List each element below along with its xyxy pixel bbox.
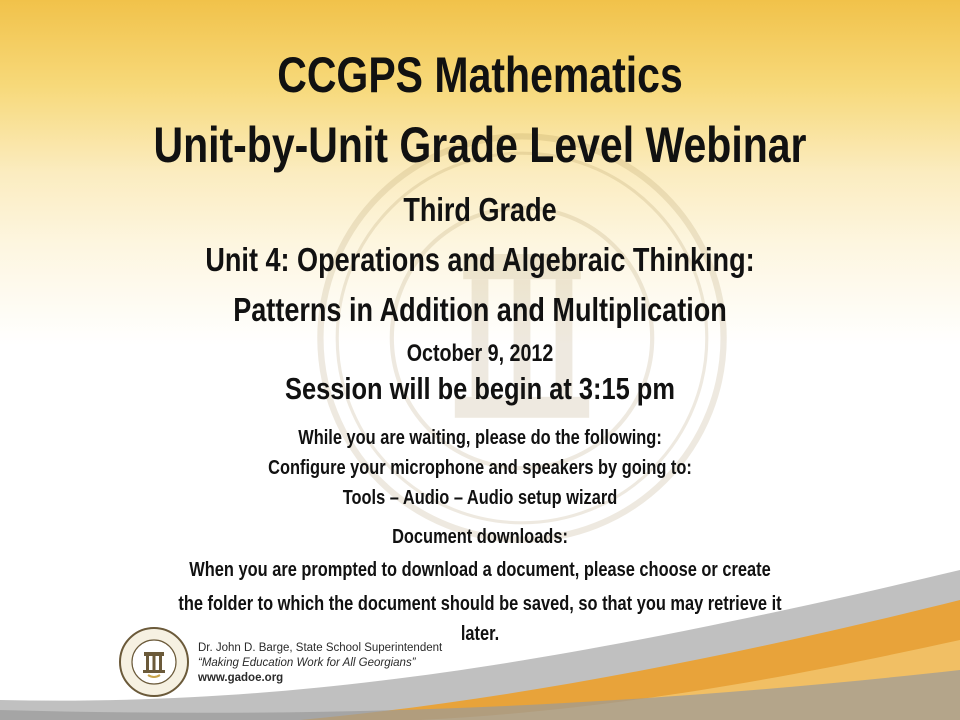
downloads-heading: Document downloads: [392, 526, 568, 548]
unit-title-line2: Patterns in Addition and Multiplication [233, 291, 727, 328]
downloads-text-line1: When you are prompted to download a document, please choose or create [189, 559, 771, 581]
waiting-instruction: While you are waiting, please do the following: [298, 427, 662, 449]
downloads-text-line3: later. [460, 623, 500, 645]
superintendent-name: Dr. John D. Barge, State School Superintendent [198, 642, 443, 654]
configure-instruction: Configure your microphone and speakers by going to: [268, 457, 692, 479]
audio-wizard-path: Tools – Audio – Audio setup wizard [342, 487, 618, 509]
grade-level: Third Grade [403, 191, 557, 228]
website-link[interactable]: www.gadoe.org [198, 672, 284, 684]
main-title-line1: CCGPS Mathematics [277, 47, 683, 103]
footer-credits [198, 641, 442, 686]
webinar-date: October 9, 2012 [406, 340, 554, 367]
department-motto: “Making Education Work for All Georgians” [198, 657, 416, 669]
session-start-time: Session will be begin at 3:15 pm [285, 371, 675, 406]
downloads-text-line2: the folder to which the document should be saved, so that you may retrieve it [178, 593, 782, 615]
unit-title-line1: Unit 4: Operations and Algebraic Thinking: [205, 241, 755, 278]
main-title-line2: Unit-by-Unit Grade Level Webinar [153, 117, 807, 173]
georgia-doe-seal-logo [118, 626, 190, 698]
